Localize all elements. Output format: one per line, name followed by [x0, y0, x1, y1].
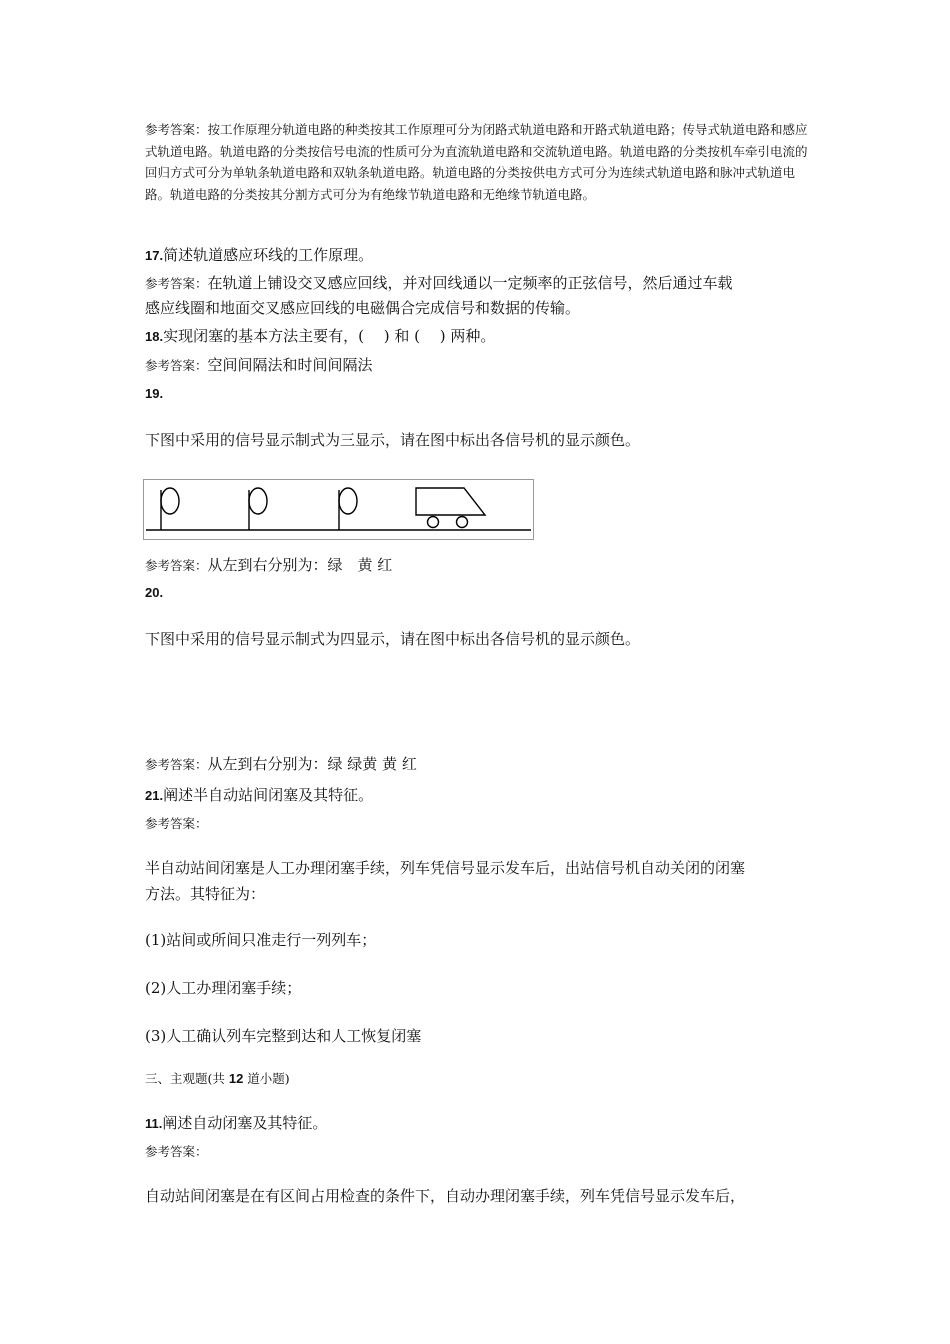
signal-diagram-three-aspect [143, 479, 534, 540]
question-number: 21. [145, 788, 164, 803]
signal-lamp [161, 488, 179, 514]
signal-lamp [249, 488, 267, 514]
answer-text: 从左到右分别为：绿 黄 红 [207, 556, 393, 574]
question-19-text: 下图中采用的信号显示制式为三显示，请在图中标出各信号机的显示颜色。 [145, 431, 641, 449]
answer-21-line2: 方法。其特征为： [145, 885, 266, 903]
signal-diagram-svg [144, 480, 533, 539]
answer-21-item: (3)人工确认列车完整到达和人工恢复闭塞 [145, 1027, 422, 1045]
answer-text: 在轨道上铺设交叉感应回线，并对回线通以一定频率的正弦信号，然后通过车载 [207, 274, 733, 292]
question-19-number: 19. [145, 386, 164, 401]
question-21 [145, 784, 373, 805]
question-20-text: 下图中采用的信号显示制式为四显示，请在图中标出各信号机的显示颜色。 [145, 630, 641, 648]
answer-21-item: (2)人工办理闭塞手续； [145, 979, 302, 997]
question-text: 实现闭塞的基本方法主要有，( ) 和 ( ) 两种。 [163, 327, 496, 345]
question-number: 18. [145, 329, 164, 344]
question-text: 简述轨道感应环线的工作原理。 [163, 246, 374, 264]
answer-label: 参考答案： [145, 757, 208, 772]
train-wheel [428, 517, 439, 528]
answer-17-line2: 感应线圈和地面交叉感应回线的电磁偶合完成信号和数据的传输。 [145, 299, 581, 317]
answer-label: 参考答案： [145, 276, 208, 291]
answer-text: 从左到右分别为：绿 绿黄 黄 红 [207, 755, 417, 773]
answer-17 [145, 272, 733, 293]
question-number: 17. [145, 248, 164, 263]
section-prefix: 三、主观题(共 [145, 1071, 229, 1086]
answer-text: 空间间隔法和时间间隔法 [207, 356, 373, 374]
answer-21-label: 参考答案： [145, 816, 208, 831]
question-text: 阐述半自动站间闭塞及其特征。 [163, 786, 374, 804]
question-number: 11. [145, 1116, 163, 1131]
question-17 [145, 244, 373, 265]
question-20-number: 20. [145, 585, 164, 600]
question-18 [145, 325, 495, 346]
question-11 [145, 1112, 327, 1133]
answer-label: 参考答案： [145, 558, 208, 573]
section-heading [145, 1069, 290, 1087]
signal-lamp [339, 488, 357, 514]
answer-21-line1: 半自动站间闭塞是人工办理闭塞手续，列车凭信号显示发车后，出站信号机自动关闭的闭塞 [145, 859, 746, 877]
question-text: 阐述自动闭塞及其特征。 [162, 1114, 328, 1132]
answer-11-line1: 自动站间闭塞是在有区间占用检查的条件下，自动办理闭塞手续，列车凭信号显示发车后， [145, 1187, 746, 1205]
train-body [416, 488, 485, 515]
answer-19 [145, 554, 392, 575]
answer-18 [145, 354, 373, 375]
answer-20 [145, 753, 417, 774]
answer-21-item: (1)站间或所间只准走行一列列车； [145, 931, 377, 949]
train-wheel [457, 517, 468, 528]
section-suffix: 道小题) [243, 1071, 290, 1086]
answer-11-label: 参考答案： [145, 1144, 208, 1159]
answer-16: 参考答案：按工作原理分轨道电路的种类按其工作原理可分为闭路式轨道电路和开路式轨道电路；传导式轨道电路和感应式轨道电路。轨道电路的分类按信号电流的性质可分为直流轨道电路和交流轨道电路。轨道电路的分类按机车牵引电流的回归方式可分为单轨条轨道电路和双轨条轨道电路。轨道电路的分类按供电方式可分为连续式轨道电路和脉冲式轨道电路。轨道电路的分类按其分割方式可分为有绝缘节轨道电路和无绝缘节轨道电路。 [145, 122, 808, 202]
section-count: 12 [228, 1071, 244, 1086]
answer-label: 参考答案： [145, 358, 208, 373]
